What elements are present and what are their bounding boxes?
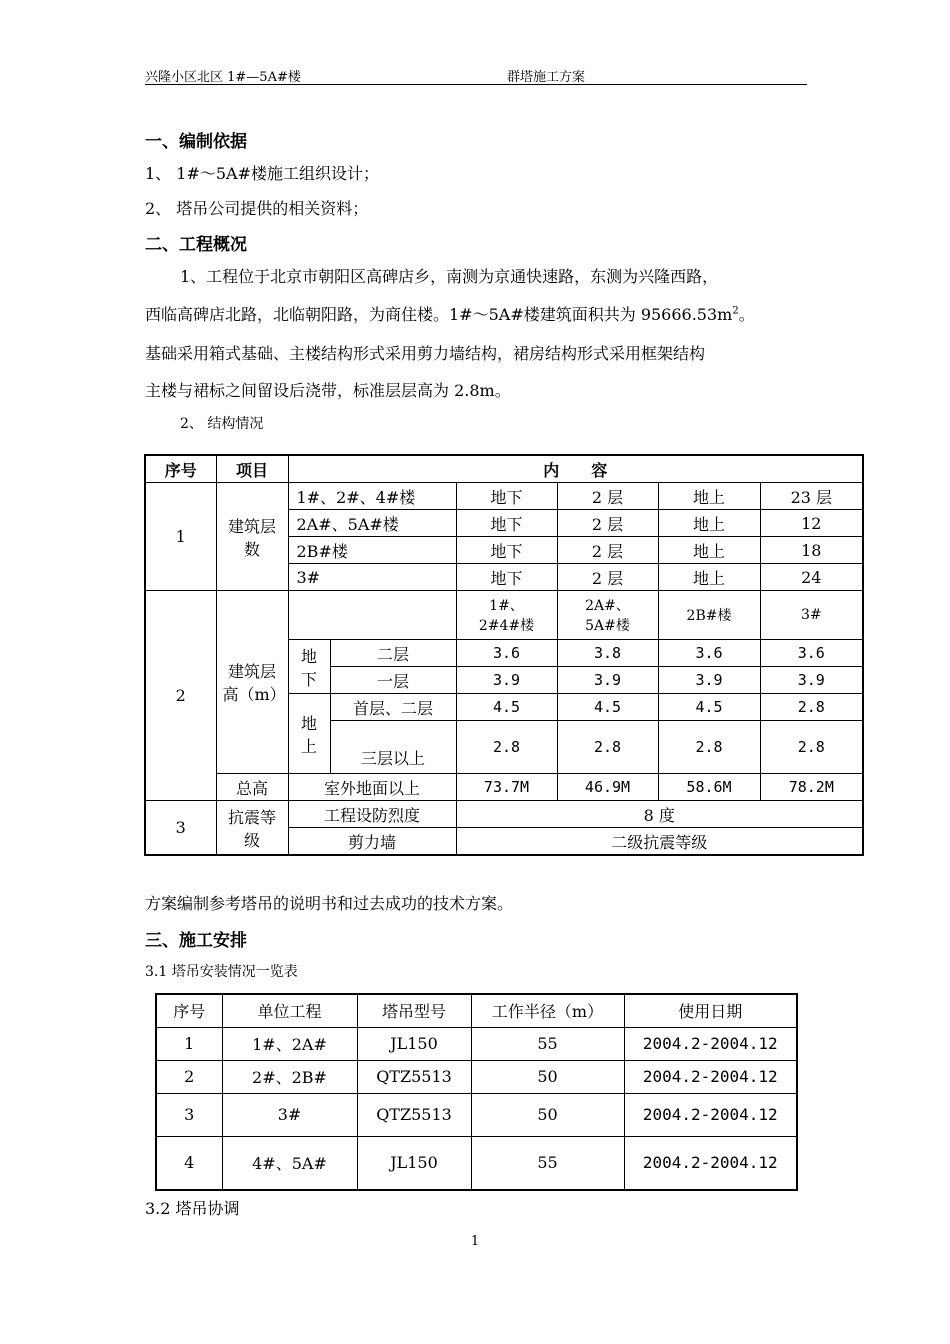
blank-cell: [288, 591, 456, 640]
overview-line4: 主楼与裙标之间留设后浇带，标准层层高为 2.8m。: [145, 381, 511, 400]
height-building: 2A#、5A#楼: [557, 591, 658, 640]
section3-title: 三、施工安排: [145, 931, 247, 951]
total-cell: 58.6M: [658, 774, 760, 801]
crane-coordination-title: 3.2 塔吊协调: [145, 1199, 240, 1218]
reference-note: 方案编制参考塔吊的说明书和过去成功的技术方案。: [145, 894, 514, 913]
floors-cell: 地下: [456, 483, 557, 510]
crane-cell: 1: [156, 1027, 222, 1060]
row2-item: 建筑层高（m）: [216, 591, 288, 774]
height-building: 3#: [760, 591, 863, 640]
total-item: 总高: [216, 774, 288, 801]
crane-cell: 4: [156, 1136, 222, 1190]
aboveground-label: 地上: [288, 694, 330, 774]
crane-cell: 2004.2-2004.12: [624, 1060, 797, 1093]
height-cell: 2.8: [456, 721, 557, 774]
crane-header: 使用日期: [624, 994, 797, 1027]
crane-cell: 2004.2-2004.12: [624, 1136, 797, 1190]
height-cell: 3.9: [456, 667, 557, 694]
floors-cell: 23 层: [760, 483, 863, 510]
crane-cell: 50: [471, 1060, 624, 1093]
crane-cell: 2#、2B#: [222, 1060, 357, 1093]
floors-cell: 地上: [658, 510, 760, 537]
height-cell: 3.9: [760, 667, 863, 694]
crane-cell: 1#、2A#: [222, 1027, 357, 1060]
section1-item1: 1、 1#～5A#楼施工组织设计；: [145, 164, 379, 183]
floors-cell: 地上: [658, 537, 760, 564]
crane-cell: 55: [471, 1027, 624, 1060]
table-row: [156, 1093, 797, 1136]
crane-cell: JL150: [357, 1136, 471, 1190]
floors-cell: 2 层: [557, 510, 658, 537]
floors-cell: 24: [760, 564, 863, 591]
floors-cell: 18: [760, 537, 863, 564]
floors-cell: 2 层: [557, 537, 658, 564]
table-row: [156, 1027, 797, 1060]
crane-table-title: 3.1 塔吊安装情况一览表: [145, 964, 298, 980]
height-cell: 3.9: [557, 667, 658, 694]
crane-cell: 2: [156, 1060, 222, 1093]
seismic-value: 8 度: [456, 801, 863, 828]
row3-item: 抗震等级: [216, 801, 288, 856]
total-label: 室外地面以上: [288, 774, 456, 801]
row1-no: 1: [145, 483, 216, 591]
header-no: 序号: [145, 455, 216, 483]
crane-header: 工作半径（m）: [471, 994, 624, 1027]
section1-item2: 2、 塔吊公司提供的相关资料；: [145, 199, 369, 218]
structure-table: [144, 454, 864, 856]
header-item: 项目: [216, 455, 288, 483]
height-building: 2B#楼: [658, 591, 760, 640]
overview-line1: 1、工程位于北京市朝阳区高碑店乡，南测为京通快速路，东测为兴隆西路，: [180, 267, 719, 286]
total-cell: 78.2M: [760, 774, 863, 801]
floor-label: 一层: [330, 667, 456, 694]
floors-cell: 地下: [456, 510, 557, 537]
seismic-label: 剪力墙: [288, 828, 456, 856]
crane-cell: 2004.2-2004.12: [624, 1027, 797, 1060]
floors-building: 2A#、5A#楼: [288, 510, 456, 537]
overview-line2: 西临高碑店北路，北临朝阳路，为商住楼。1#～5A#楼建筑面积共为 $95666.53m^2$。: [145, 305, 755, 324]
height-cell: 3.9: [658, 667, 760, 694]
seismic-value: 二级抗震等级: [456, 828, 863, 856]
underground-label: 地下: [288, 640, 330, 694]
overview-line3: 基础采用箱式基础、主楼结构形式采用剪力墙结构，裙房结构形式采用框架结构: [145, 344, 706, 363]
floor-label: 三层以上: [330, 721, 456, 774]
table-row: [156, 1060, 797, 1093]
header-center: 群塔施工方案: [507, 70, 586, 85]
height-cell: 3.6: [760, 640, 863, 667]
crane-header: 塔吊型号: [357, 994, 471, 1027]
height-cell: 3.6: [456, 640, 557, 667]
height-cell: 4.5: [456, 694, 557, 721]
crane-cell: 50: [471, 1093, 624, 1136]
height-cell: 4.5: [658, 694, 760, 721]
floor-label: 首层、二层: [330, 694, 456, 721]
row3-no: 3: [145, 801, 216, 856]
floors-cell: 地上: [658, 483, 760, 510]
crane-header: 序号: [156, 994, 222, 1027]
header-content: 内 容: [288, 455, 863, 483]
crane-cell: 3#: [222, 1093, 357, 1136]
floors-cell: 地下: [456, 564, 557, 591]
floors-building: 2B#楼: [288, 537, 456, 564]
total-cell: 73.7M: [456, 774, 557, 801]
row2-no: 2: [145, 591, 216, 801]
height-cell: 2.8: [760, 694, 863, 721]
crane-cell: 2004.2-2004.12: [624, 1093, 797, 1136]
crane-cell: 55: [471, 1136, 624, 1190]
height-cell: 2.8: [760, 721, 863, 774]
structure-subtitle: 2、 结构情况: [180, 416, 264, 432]
height-cell: 3.8: [557, 640, 658, 667]
height-cell: 4.5: [557, 694, 658, 721]
crane-cell: QTZ5513: [357, 1093, 471, 1136]
height-building: 1#、2#4#楼: [456, 591, 557, 640]
height-cell: 3.6: [658, 640, 760, 667]
total-cell: 46.9M: [557, 774, 658, 801]
floors-cell: 地上: [658, 564, 760, 591]
crane-cell: 4#、5A#: [222, 1136, 357, 1190]
crane-header: 单位工程: [222, 994, 357, 1027]
floors-cell: 2 层: [557, 564, 658, 591]
seismic-label: 工程设防烈度: [288, 801, 456, 828]
page-number: 1: [470, 1234, 480, 1249]
floors-cell: 12: [760, 510, 863, 537]
height-cell: 2.8: [557, 721, 658, 774]
crane-cell: 3: [156, 1093, 222, 1136]
row1-item: 建筑层数: [216, 483, 288, 591]
header-left: 兴隆小区北区 1#—5A#楼: [145, 70, 301, 85]
crane-table: [155, 993, 798, 1191]
height-cell: 2.8: [658, 721, 760, 774]
floors-building: 1#、2#、4#楼: [288, 483, 456, 510]
floor-label: 二层: [330, 640, 456, 667]
crane-cell: QTZ5513: [357, 1060, 471, 1093]
floors-cell: 地下: [456, 537, 557, 564]
section1-title: 一、编制依据: [145, 132, 247, 152]
floors-cell: 2 层: [557, 483, 658, 510]
page-header: [145, 64, 807, 85]
floors-building: 3#: [288, 564, 456, 591]
crane-cell: JL150: [357, 1027, 471, 1060]
section2-title: 二、工程概况: [145, 235, 247, 255]
table-row: [156, 1136, 797, 1190]
